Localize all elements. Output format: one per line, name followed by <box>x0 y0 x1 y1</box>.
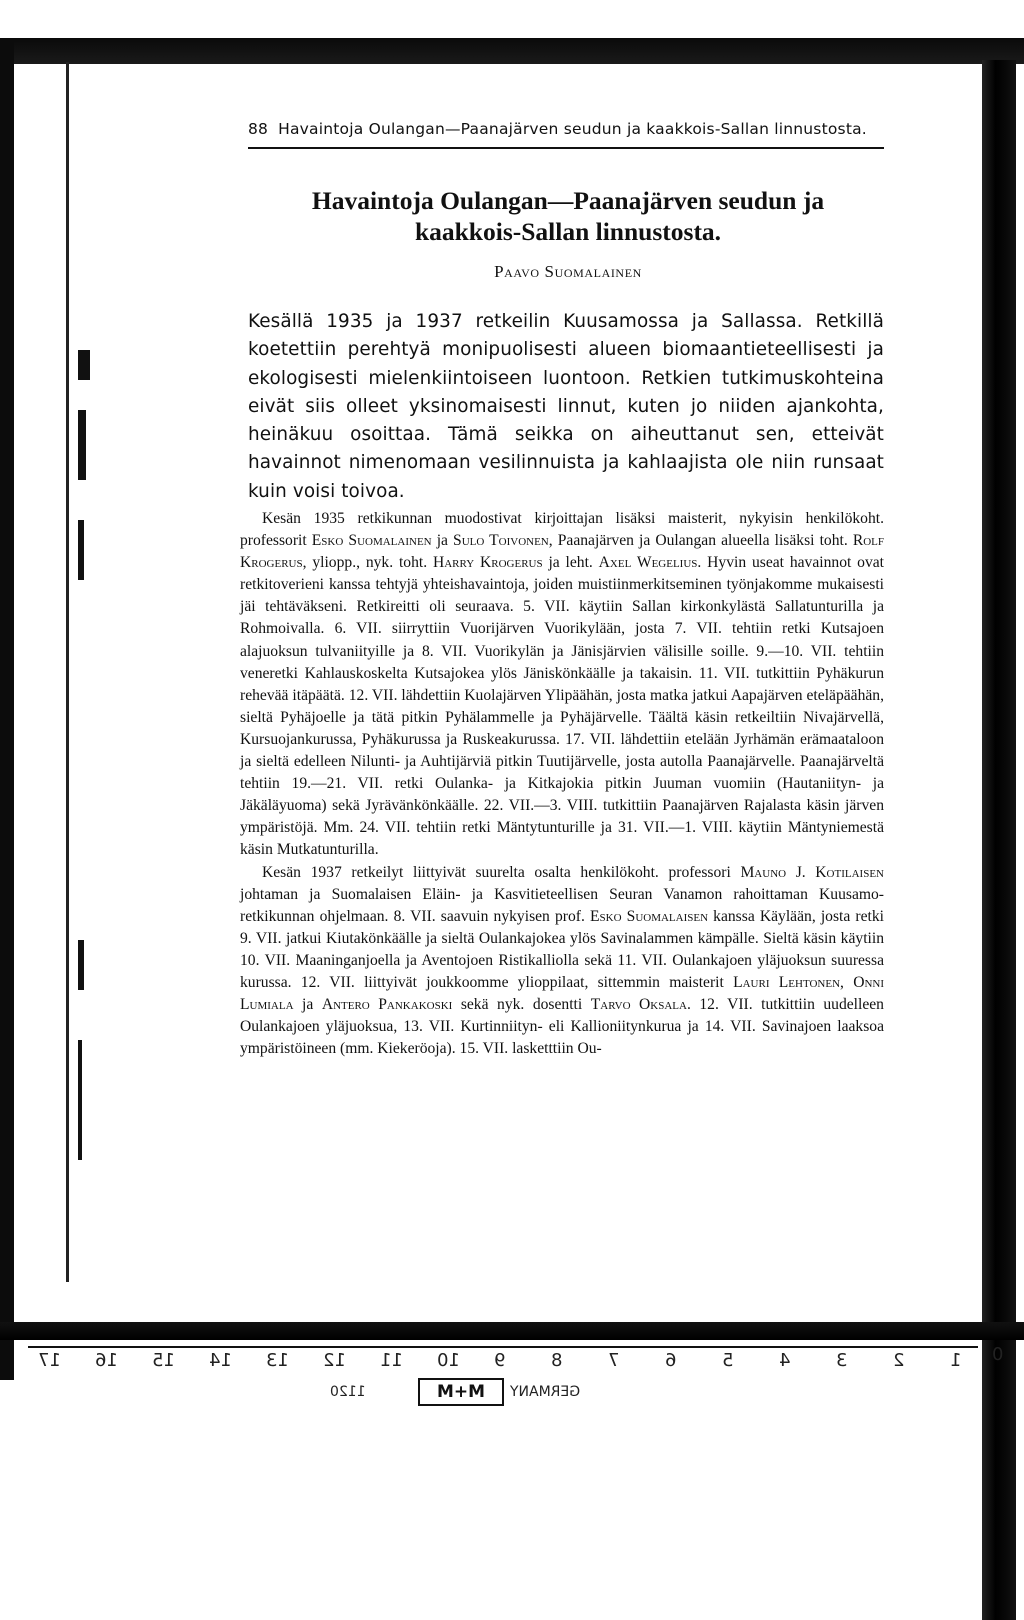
text-run: johtaman ja Suomalaisen Eläin- ja Kasvitieteellisen Seuran Vanamon rahoittaman Kuusamo-retkikunnan ohjelmaan. 8. VII. saavuin nykyisen prof. <box>240 885 884 925</box>
person-name: Esko Suomalaisen <box>589 907 709 925</box>
paragraph-1935 <box>240 508 884 862</box>
film-scale-mark: 7 <box>608 1350 620 1371</box>
article-title <box>248 185 888 247</box>
text-run: , Paanajärven ja Oulangan alueella lisäksi toht. <box>548 532 853 550</box>
running-head <box>248 120 888 138</box>
person-name: Axel Wegelius <box>598 554 698 572</box>
text-run: . Hyvin useat havainnot ovat retkitoverieni kanssa tehtyjä yhteishavaintoja, joiden muistiinmerkitseminen työnjakomme mukaisesti jäi tehtäväkseni. Retkireitti oli seuraava. 5. VII. käytiin Sallan kirkonkylästä Sallatunturilla ja Rohmoivalla. 6. VII. siirryttiin Vuorijärven Vuorikylään, josta 7. VII. tehtiin retki Kutsajoen alajuoksun tulvaniityille ja 8. VII. Vuorikylän ja Jänisjärvien välisille soille. 9.—10. VII. tehtiin veneretki Kahlauskoskelta Kutsajokea ylös Jäniskönkäälle ja takaisin. 11. VII. tutkittiin Pyhäkurun rehevää itäpäätä. 12. VII. lähdettiin Kuolajärven Ylipäähän, josta matka jatkui Aapajärven eteläpäähän, sieltä Pyhäjoelle ja tätä pitkin Pyhälammelle ja Pyhäjärvelle. Täältä käsin retkeiltiin Nivajärvellä, Kursuojankurussa, Pyhäkurussa ja Ruskeakurussa. 17. VII. lähdettiin etelään Jyrhämän erämaataloon ja sieltä edelleen Nilunti- ja Auhtijärviä pitkin Tuutijärvelle, josta autolla Paanajärvelle. Paanajärveltä tehtiin 19.—21. VII. retki Oulanka- ja Kitkajokia pitkin Juuman vuomiin (Hautaniityn- ja Jäkäläyuoma) sekä Jyrävänkönkäälle. 22. VII.—3. VIII. tutkittiin Paanajärven Rajalasta käsin järven ympäristöjä. Mm. 24. VII. tehtiin retki Mäntytunturille ja 31. VII.—1. VIII. käytiin Mäntyniemestä käsin Mutkatunturilla. <box>240 554 885 859</box>
text-run: kanssa Käylään, josta retki 9. VII. jatkui Kiutakönkäälle ja sieltä Oulankajokea ylös Savinalammen kämpälle. Sieltä käsin käytiin 10. VII. Maaninganjoella ja Aventojoen Ristikalliolla sekä 11. VII. Oulankajoen yläjuoksun suuressa kurussa. 12. VII. liittyivät joukkoomme ylioppilaat, sittemmin maisterit <box>240 907 884 991</box>
person-name: Harry Krogerus <box>432 554 543 572</box>
text-run: , <box>840 973 854 991</box>
film-code-right: GERMANY <box>510 1384 581 1400</box>
scan-margin-top <box>0 0 1024 30</box>
person-name: Rolf Krogerus <box>240 532 884 572</box>
film-scale-mark: 1 <box>950 1350 962 1371</box>
running-head-text: Havaintoja Oulangan—Paanajärven seudun ja kaakkois-Sallan linnustosta. <box>278 120 867 138</box>
film-code-left: 1120 <box>330 1384 366 1400</box>
film-scale-mark: 6 <box>665 1350 677 1371</box>
person-name: Sulo Toivonen <box>453 532 549 550</box>
film-scale-mark: 4 <box>779 1350 791 1371</box>
title-line-1: Havaintoja Oulangan—Paanajärven seudun ja <box>311 186 825 215</box>
film-edge-left <box>0 40 14 1380</box>
film-scale-mark: 16 <box>95 1350 118 1371</box>
film-edge-bottom <box>0 1322 1024 1340</box>
film-scale-mark: 13 <box>266 1350 289 1371</box>
text-run: Kesän 1935 retkikunnan muodostivat kirjoittajan lisäksi maisterit, nykyisin henkilökoht. professorit <box>240 510 884 550</box>
person-name: Antero Pankakoski <box>321 996 453 1014</box>
body-text <box>240 508 884 1060</box>
film-scale-mark: 12 <box>323 1350 346 1371</box>
author-name: Paavo Suomalainen <box>494 262 642 281</box>
title-line-2: kaakkois-Sallan linnustosta. <box>414 217 722 246</box>
person-name: Esko Suomalainen <box>311 532 432 550</box>
film-scale-zero: 0 <box>992 1344 1004 1365</box>
text-run: ja <box>431 532 454 550</box>
film-scale-mark: 2 <box>893 1350 905 1371</box>
text-run: sekä nyk. dosentti <box>452 996 591 1014</box>
text-run: Kesän 1937 retkeilyt liittyivät suurelta osalta henkilökoht. professori <box>262 863 741 881</box>
paragraph-1937 <box>240 862 884 1061</box>
film-scale-mark: 15 <box>152 1350 175 1371</box>
person-name: Tarvo Oksala <box>590 996 687 1014</box>
film-scale-mark: 8 <box>551 1350 563 1371</box>
film-edge-right <box>982 60 1016 1620</box>
film-scale-mark: 14 <box>209 1350 232 1371</box>
text-run: ja <box>293 996 322 1014</box>
film-scale-mark: 5 <box>722 1350 734 1371</box>
text-run: , yliopp., nyk. toht. <box>302 554 433 572</box>
page-number: 88 <box>248 120 269 138</box>
film-scale-mark: 10 <box>437 1350 460 1371</box>
film-edge-left-inner <box>66 62 69 1282</box>
person-name: Lauri Lehtonen <box>733 973 841 991</box>
person-name: Onni Lumiala <box>240 973 884 1014</box>
film-logo: M+M <box>418 1378 504 1406</box>
header-rule <box>248 147 884 149</box>
text-run: ja leht. <box>542 554 599 572</box>
text-run: . 12. VII. tutkittiin uudelleen Oulankajoen yläjuoksua, 13. VII. Kurtinniityn- eli Kallioniitynkurua ja 14. VII. Savinajoen laaksoa ympäristöineen (mm. Kiekeröoja). 15. VII. lasketttiin Ou- <box>240 996 884 1058</box>
film-scale <box>30 1344 1024 1374</box>
person-name: Mauno J. Kotilaisen <box>740 863 884 881</box>
intro-paragraph: Kesällä 1935 ja 1937 retkeilin Kuusamossa ja Sallassa. Retkillä koetettiin perehtyä monipuolisesti alueen biomaantieteellisesti ja ekologisesti mielenkiintoiseen luontoon. Retkien tutkimuskohteina eivät siis olleet yksinomaisesti linnut, kuten jo niiden ajankohta, heinäkuu osoittaa. Tämä seikka on aiheuttanut sen, etteivät havainnot nimenomaan vesilinnuista ja kahlaajista ole niin runsaat kuin voisi toivoa. <box>248 311 884 502</box>
film-scale-mark: 3 <box>836 1350 848 1371</box>
film-scale-mark: 17 <box>38 1350 61 1371</box>
film-scale-mark: 11 <box>380 1350 403 1371</box>
film-edge-top <box>0 38 1024 64</box>
film-scale-mark: 9 <box>494 1350 506 1371</box>
